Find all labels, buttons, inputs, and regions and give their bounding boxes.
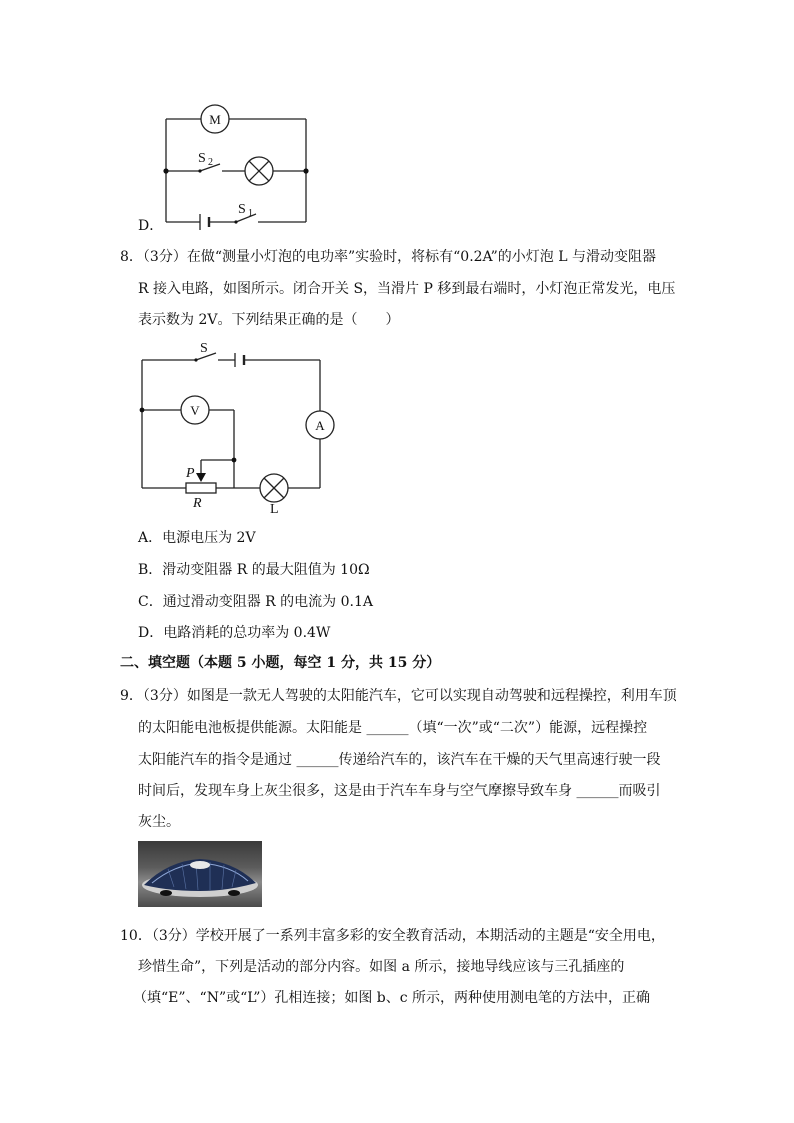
q9-line-3: 太阳能汽车的指令是通过 ______传递给汽车的，该汽车在干燥的天气里高速行驶一段 xyxy=(138,752,661,768)
motor-label: M xyxy=(209,112,221,127)
q8-option-d: D．电路消耗的总功率为 0.4W xyxy=(138,625,331,641)
q10-line-3: （填“E”、“N”或“L”）孔相连接；如图 b、c 所示，两种使用测电笔的方法中，正确 xyxy=(133,990,651,1006)
q9-line-4: 时间后，发现车身上灰尘很多，这是由于汽车车身与空气摩擦导致车身 ______而吸引 xyxy=(138,783,661,799)
ammeter-label: A xyxy=(315,418,325,433)
solar-car-photo xyxy=(138,841,262,907)
q9-line-2: 的太阳能电池板提供能源。太阳能是 ______（填“一次”或“二次”）能源，远程操控 xyxy=(138,720,648,736)
switch-s-label: S xyxy=(200,341,208,356)
switch-s1-label: S xyxy=(238,202,246,217)
q9-line-1: 9．（3分）如图是一款无人驾驶的太阳能汽车，它可以实现自动驾驶和远程操控，利用车顶 xyxy=(120,688,677,704)
lamp-l-label: L xyxy=(270,502,279,517)
option-d-label: D． xyxy=(138,218,164,234)
switch-s1-subscript: 1 xyxy=(248,208,253,219)
section-2-title: 二、填空题（本题 5 小题，每空 1 分，共 15 分） xyxy=(120,655,441,671)
q8-line-1: 8．（3分）在做“测量小灯泡的电功率”实验时，将标有“0.2A”的小灯泡 L 与滑动变阻器 xyxy=(120,249,656,265)
q8-line-3: 表示数为 2V。下列结果正确的是（ ） xyxy=(138,312,400,328)
q8-option-a: A．电源电压为 2V xyxy=(138,530,256,546)
q9-line-5: 灰尘。 xyxy=(138,814,180,830)
circuit-diagram-q8 xyxy=(0,0,794,530)
q8-line-2: R 接入电路，如图所示。闭合开关 S，当滑片 P 移到最右端时，小灯泡正常发光，电压 xyxy=(138,281,676,297)
q8-option-b: B．滑动变阻器 R 的最大阻值为 10Ω xyxy=(138,562,370,578)
switch-s2-label: S xyxy=(198,151,206,166)
q10-line-2: 珍惜生命”，下列是活动的部分内容。如图 a 所示，接地导线应该与三孔插座的 xyxy=(138,959,625,975)
voltmeter-label: V xyxy=(190,403,200,418)
q10-line-1: 10．（3分）学校开展了一系列丰富多彩的安全教育活动，本期活动的主题是“安全用电， xyxy=(120,928,665,944)
slider-p-label: P xyxy=(186,466,195,481)
rheostat-r-label: R xyxy=(193,496,202,511)
q8-option-c: C．通过滑动变阻器 R 的电流为 0.1A xyxy=(138,594,373,610)
switch-s2-subscript: 2 xyxy=(208,157,213,168)
